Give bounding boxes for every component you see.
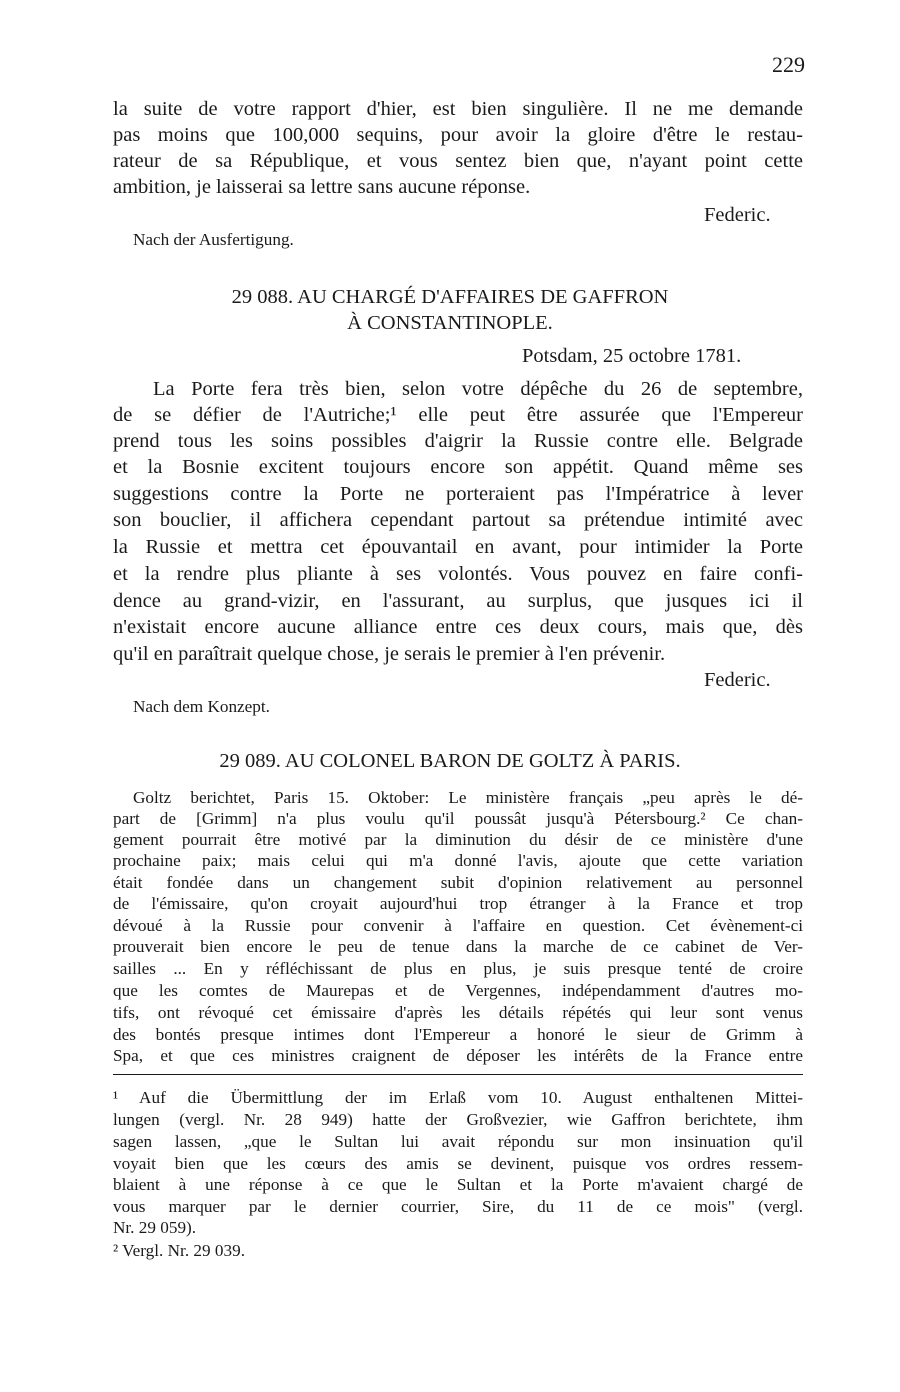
excerpt-line: que les comtes de Maurepas et de Vergennes, indépendamment d'autres mo- xyxy=(113,981,803,1000)
excerpt-line: prochaine paix; mais celui qui m'a donné l'avis, ajoute que cette variation xyxy=(113,851,803,870)
text-line: ambition, je laisserai sa lettre sans aucune réponse. xyxy=(113,176,531,198)
excerpt-line: Goltz berichtet, Paris 15. Oktober: Le ministère français „peu après le dé- xyxy=(133,788,803,807)
text-line: la suite de votre rapport d'hier, est bien singulière. Il ne me demande xyxy=(113,98,803,120)
footnote-line: blaient à une réponse à ce que le Sultan et la Porte m'avaient chargé de xyxy=(113,1175,803,1194)
text-line: La Porte fera très bien, selon votre dépêche du 26 de septembre, xyxy=(153,378,803,400)
excerpt-line: dévoué à la Russie pour convenir à l'affaire en question. Cet évènement-ci xyxy=(113,916,803,935)
footnote-line: sagen lassen, „que le Sultan lui avait répondu sur mon insinuation qu'il xyxy=(113,1132,803,1151)
excerpt-line: de l'émissaire, qu'on croyait aujourd'hui trop étranger à la France et trop xyxy=(113,894,803,913)
signature: Federic. xyxy=(704,204,771,226)
source-note: Nach der Ausfertigung. xyxy=(133,230,294,249)
text-line: qu'il en paraîtrait quelque chose, je serais le premier à l'en prévenir. xyxy=(113,643,666,665)
letter-heading: 29 089. AU COLONEL BARON DE GOLTZ À PARIS. xyxy=(219,750,681,772)
letter-heading: À CONSTANTINOPLE. xyxy=(347,312,553,334)
excerpt-line: part de [Grimm] n'a plus voulu qu'il poussât jusqu'à Pétersbourg.² Ce chan- xyxy=(113,809,803,828)
footnote-line: lungen (vergl. Nr. 28 949) hatte der Großvezier, wie Gaffron berichtete, ihm xyxy=(113,1110,803,1129)
footnote-line: voyait bien que les cœurs des amis se devinent, puisque vos ordres ressem- xyxy=(113,1154,803,1173)
text-line: rateur de sa République, et vous sentez bien que, n'ayant point cette xyxy=(113,150,803,172)
footnote-line: ² Vergl. Nr. 29 039. xyxy=(113,1241,245,1260)
text-line: pas moins que 100,000 sequins, pour avoir la gloire d'être le restau- xyxy=(113,124,803,146)
footnote-line: ¹ Auf die Übermittlung der im Erlaß vom 10. August enthaltenen Mittei- xyxy=(113,1088,803,1107)
text-line: n'existait encore aucune alliance entre ces deux cours, mais que, dès xyxy=(113,616,803,638)
text-line: suggestions contre la Porte ne porteraient pas l'Impératrice à lever xyxy=(113,483,803,505)
footnote-line: vous marquer par le dernier courrier, Sire, du 11 de ce mois" (vergl. xyxy=(113,1197,803,1216)
text-line: dence au grand-vizir, en l'assurant, au surplus, que jusques ici il xyxy=(113,590,803,612)
excerpt-line: sailles ... En y réfléchissant de plus en plus, je suis presque tenté de croire xyxy=(113,959,803,978)
letter-heading: 29 088. AU CHARGÉ D'AFFAIRES DE GAFFRON xyxy=(231,286,669,308)
footnote-line: Nr. 29 059). xyxy=(113,1218,197,1237)
signature: Federic. xyxy=(704,669,771,691)
excerpt-line: gement pourrait être motivé par la diminution du désir de ce ministère d'une xyxy=(113,830,803,849)
source-note: Nach dem Konzept. xyxy=(133,697,270,716)
text-line: prend tous les soins possibles d'aigrir la Russie contre elle. Belgrade xyxy=(113,430,803,452)
text-line: son bouclier, il affichera cependant partout sa prétendue intimité avec xyxy=(113,509,803,531)
dateline: Potsdam, 25 octobre 1781. xyxy=(522,345,742,367)
text-line: et la Bosnie excitent toujours encore son appétit. Quand même ses xyxy=(113,456,803,478)
footnote-rule xyxy=(113,1074,803,1075)
text-line: et la rendre plus pliante à ses volontés. Vous pouvez en faire confi- xyxy=(113,563,803,585)
page-number: 229 xyxy=(772,52,805,77)
excerpt-line: prouverait bien encore le peu de tenue dans la marche de ce cabinet de Ver- xyxy=(113,937,803,956)
excerpt-line: des bontés presque intimes dont l'Empereur a honoré le sieur de Grimm à xyxy=(113,1025,803,1044)
excerpt-line: Spa, et que ces ministres craignent de déposer les intérêts de la France entre xyxy=(113,1046,803,1065)
excerpt-line: était fondée dans un changement subit d'opinion relativement au personnel xyxy=(113,873,803,892)
text-line: de se défier de l'Autriche;¹ elle peut être assurée que l'Empereur xyxy=(113,404,803,426)
text-line: la Russie et mettra cet épouvantail en avant, pour intimider la Porte xyxy=(113,536,803,558)
excerpt-line: tifs, ont révoqué cet émissaire d'après les détails répétés qui leur sont venus xyxy=(113,1003,803,1022)
